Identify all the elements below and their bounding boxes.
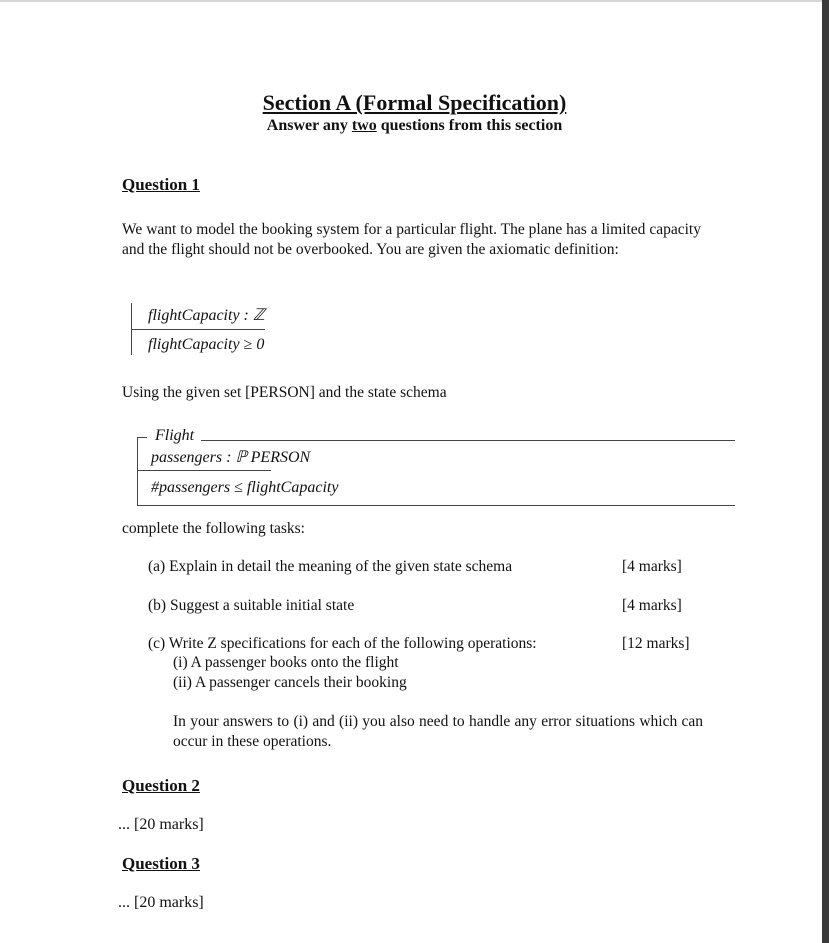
subtask-i: (i) A passenger books onto the flight xyxy=(173,654,399,671)
schema-bottom-border xyxy=(137,505,735,506)
schema-predicate: #passengers ≤ flightCapacity xyxy=(151,479,339,496)
complete-text: complete the following tasks: xyxy=(122,520,305,537)
question-1-intro: We want to model the booking system for a particular flight. The plane has a limited capacity and the flight should not be overbooked. You are given the axiomatic definition: xyxy=(122,221,701,258)
axiom-predicate: flightCapacity ≥ 0 xyxy=(148,336,265,353)
page-top-border xyxy=(0,0,822,2)
schema-separator xyxy=(137,470,271,471)
question-1-heading: Question 1 xyxy=(122,175,200,194)
schema-top-border-right xyxy=(201,440,735,441)
task-c-marks: [12 marks] xyxy=(622,635,690,652)
schema-top-border xyxy=(137,437,147,438)
question-3-heading: Question 3 xyxy=(122,854,200,873)
task-a: (a) Explain in detail the meaning of the given state schema xyxy=(148,558,513,575)
subtask-ii: (ii) A passenger cancels their booking xyxy=(173,674,407,691)
task-c: (c) Write Z specifications for each of the following operations: xyxy=(148,635,537,652)
task-b-marks: [4 marks] xyxy=(622,597,682,614)
schema-name: Flight xyxy=(155,427,195,444)
axiom-declaration: flightCapacity : ℤ xyxy=(148,307,265,324)
viewer-scrollbar[interactable] xyxy=(822,0,829,943)
schema-left-border xyxy=(137,437,138,506)
question-2-marks: ... [20 marks] xyxy=(118,816,204,833)
section-title: Section A (Formal Specification) xyxy=(262,90,567,115)
error-handling-note: In your answers to (i) and (ii) you also need to handle any error situations which can occur in these operations. xyxy=(173,713,703,750)
question-3-marks: ... [20 marks] xyxy=(118,894,204,911)
section-subtitle: Answer any two questions from this section xyxy=(266,117,563,134)
question-2-heading: Question 2 xyxy=(122,776,200,795)
task-b: (b) Suggest a suitable initial state xyxy=(148,597,355,614)
using-text: Using the given set [PERSON] and the state schema xyxy=(122,384,447,401)
schema-declaration: passengers : ℙ PERSON xyxy=(151,449,311,466)
task-a-marks: [4 marks] xyxy=(622,558,682,575)
axiom-separator xyxy=(131,329,265,330)
